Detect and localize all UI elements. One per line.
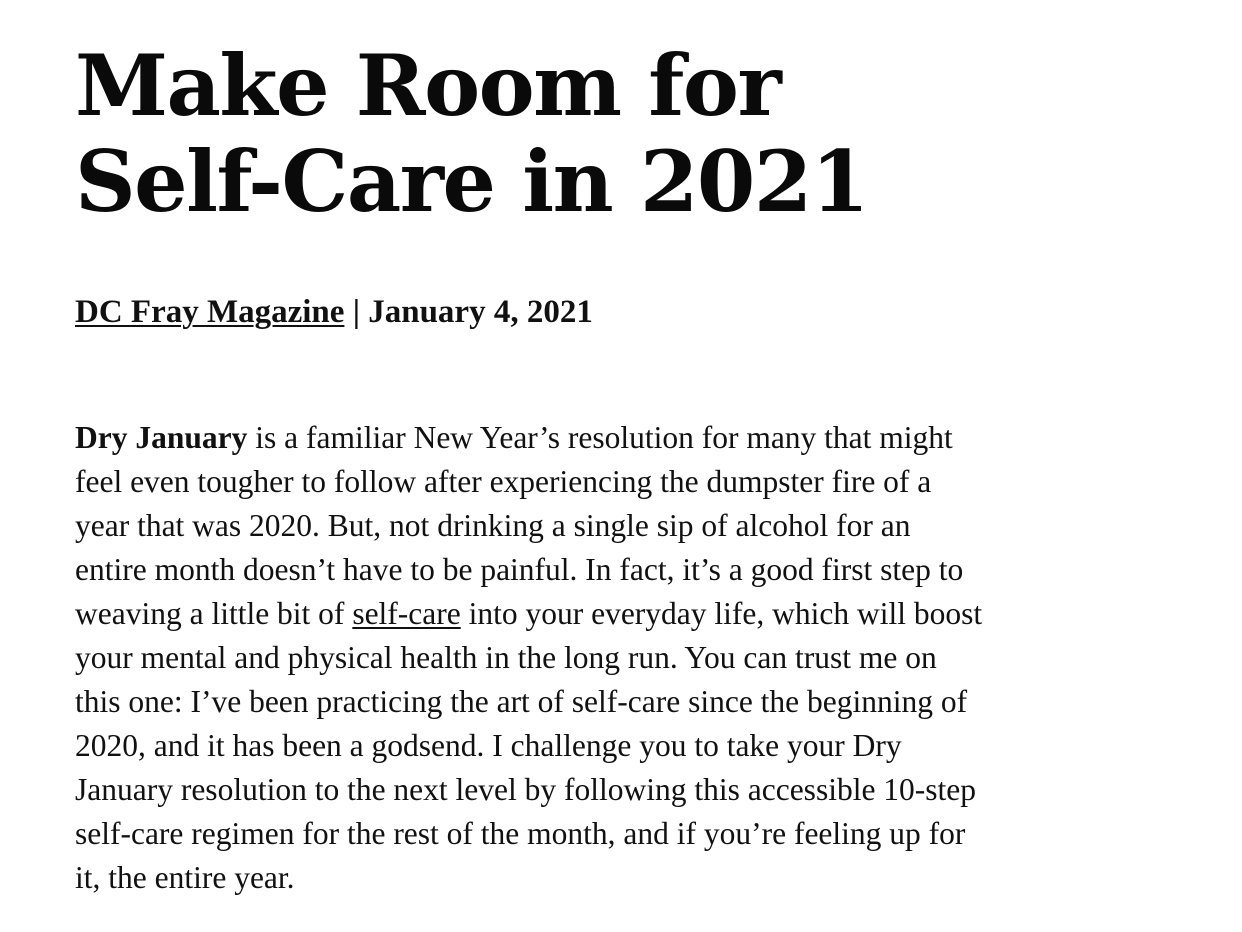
- publication-link[interactable]: DC Fray Magazine: [75, 294, 345, 330]
- paragraph-text: into your everyday life, which will boost: [460, 596, 983, 631]
- paragraph-text: is a familiar New Year’s resolution for many that might: [247, 420, 953, 455]
- paragraph-line: entire month doesn’t have to be painful. In fact, it’s a good first step to: [75, 552, 964, 587]
- paragraph-line: this one: I’ve been practicing the art of self-care since the beginning of: [75, 684, 968, 719]
- byline: [75, 292, 1085, 332]
- paragraph-line: it, the entire year.: [75, 860, 295, 895]
- paragraph-line: [75, 416, 1085, 460]
- publish-date: January 4, 2021: [368, 294, 593, 330]
- paragraph-line: year that was 2020. But, not drinking a single sip of alcohol for an: [75, 508, 911, 543]
- paragraph-line: [75, 592, 1085, 636]
- paragraph-line: January resolution to the next level by following this accessible 10-step: [75, 772, 977, 807]
- paragraph-line: your mental and physical health in the long run. You can trust me on: [75, 640, 937, 675]
- byline-separator: |: [344, 294, 369, 330]
- intro-paragraph: [75, 416, 1085, 900]
- paragraph-line: feel even tougher to follow after experiencing the dumpster fire of a: [75, 464, 932, 499]
- self-care-link[interactable]: self-care: [352, 596, 461, 631]
- article: [75, 38, 1085, 900]
- paragraph-line: 2020, and it has been a godsend. I challenge you to take your Dry: [75, 728, 902, 763]
- paragraph-text: weaving a little bit of: [75, 596, 353, 631]
- article-title-line-2: Self-Care in 2021: [75, 132, 868, 231]
- article-title-line-1: Make Room for: [75, 36, 781, 135]
- lead-bold-phrase: Dry January: [75, 420, 248, 455]
- article-title: [75, 38, 1085, 230]
- paragraph-line: self-care regimen for the rest of the month, and if you’re feeling up for: [75, 816, 966, 851]
